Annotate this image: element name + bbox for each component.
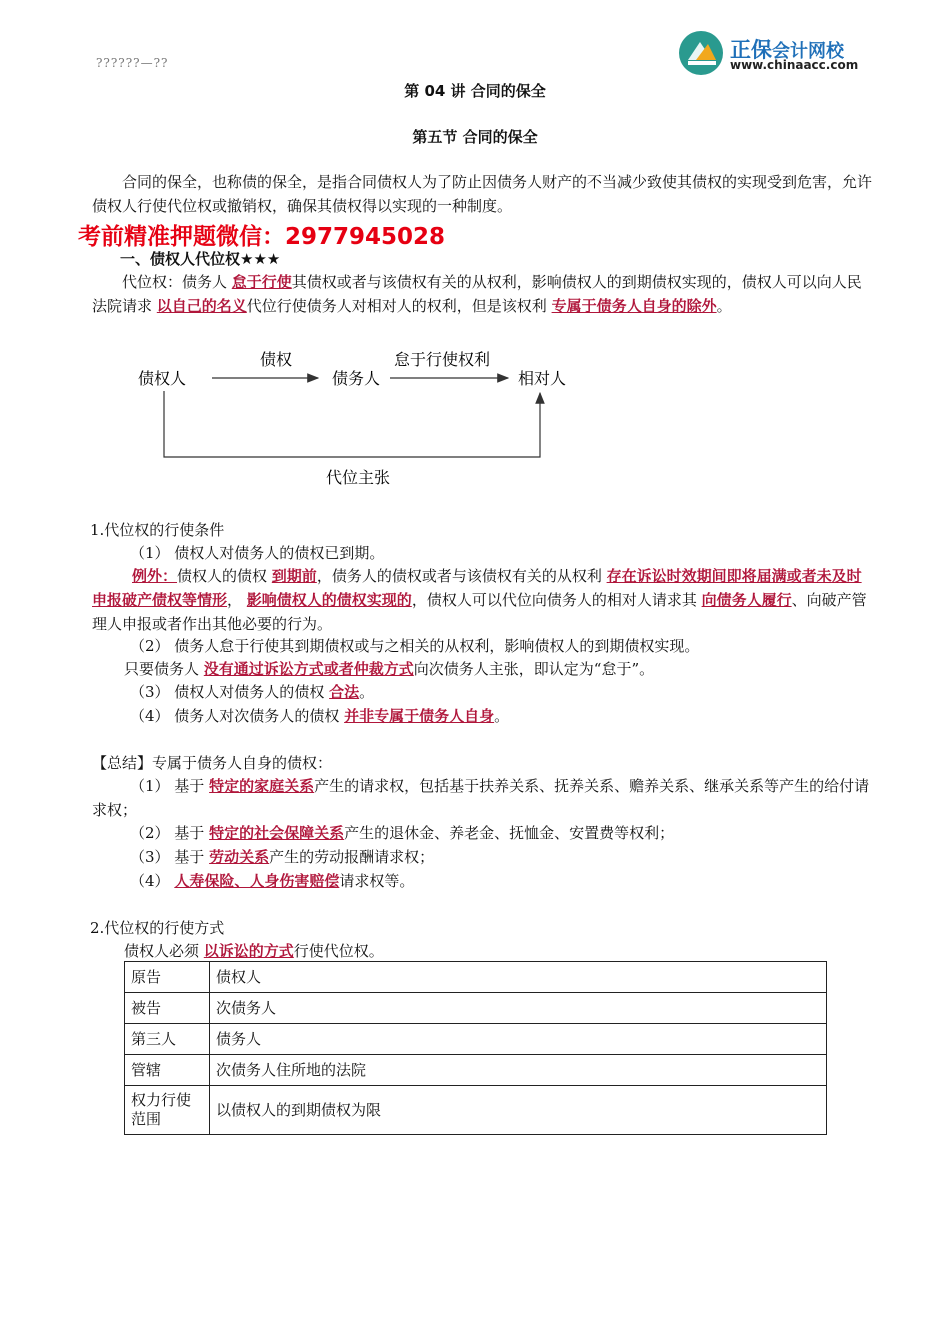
exception-text-2: ，债务人的债权或者与该债权有关的从权利	[316, 567, 607, 585]
summary-item-2	[130, 821, 870, 845]
exception-text-4: ，债权人可以代位向债务人的相对人请求其	[411, 591, 702, 609]
exception-highlight-2: 存在诉讼时效期间即将届满或者未及时申报破产债权等情形	[92, 567, 862, 609]
table-value: 债权人	[210, 962, 827, 993]
table-row	[125, 962, 827, 993]
def-highlight-1: 怠于行使	[231, 273, 292, 291]
subrogation-diagram	[120, 345, 600, 495]
summary-1-text: （1） 基于	[130, 777, 210, 795]
summary-1-highlight: 特定的家庭关系	[209, 777, 315, 795]
def-text-2: 其债权或者与该债权有关的从权利，影响债权人的到期债权实现的，债权人可以向人民法院请求	[92, 273, 862, 315]
condition-3-highlight: 合法	[329, 683, 360, 701]
condition-4-highlight: 并非专属于债务人自身	[344, 707, 495, 725]
def-highlight-3: 专属于债务人自身的除外	[551, 297, 717, 315]
exception-highlight-3: 影响债权人的债权实现的	[246, 591, 412, 609]
condition-2-note-text-1: 只要债务人	[124, 660, 204, 678]
def-highlight-2: 以自己的名义	[156, 297, 247, 315]
condition-3	[130, 680, 870, 704]
section-title: 第五节 合同的保全	[412, 128, 538, 146]
condition-4-end: 。	[494, 707, 510, 725]
method-line	[124, 939, 870, 963]
summary-2-end: 产生的退休金、养老金、抚恤金、安置费等权利；	[344, 824, 675, 842]
exception-highlight-4: 向债务人履行	[701, 591, 792, 609]
logo-brand-sub: 会计网校	[772, 41, 844, 62]
table-value: 次债务人住所地的法院	[210, 1055, 827, 1086]
summary-2-highlight: 特定的社会保障关系	[209, 824, 345, 842]
method-end: 行使代位权。	[293, 942, 384, 960]
summary-item-4	[130, 869, 870, 893]
table-row	[125, 1086, 827, 1135]
node-creditor: 债权人	[138, 369, 187, 388]
method-highlight: 以诉讼的方式	[203, 942, 294, 960]
method-text: 债权人必须	[124, 942, 204, 960]
table-key: 权力行使范围	[125, 1086, 210, 1135]
node-debtor: 债务人	[332, 369, 381, 388]
table-row	[125, 1024, 827, 1055]
intro-paragraph: 合同的保全，也称债的保全，是指合同债权人为了防止因债务人财产的不当减少致使其债权的实现受到危害，允许债权人行使代位权或撤销权，确保其债权得以实现的一种制度。	[92, 173, 873, 215]
summary-item-3	[130, 845, 870, 869]
summary-1-end: 产生的请求权，包括基于扶养关系、抚养关系、赡养关系、继承关系等产生的给付请求权；	[92, 777, 870, 819]
logo-circle-icon	[678, 30, 724, 76]
table-value: 次债务人	[210, 993, 827, 1024]
condition-4	[130, 704, 870, 728]
label-subrogation-claim: 代位主张	[326, 468, 391, 487]
summary-title: 【总结】专属于债务人自身的债权：	[92, 754, 333, 772]
condition-2-note	[124, 657, 870, 681]
condition-4-text: （4） 债务人对次债务人的债权	[130, 707, 345, 725]
lecture-title: 第 04 讲 合同的保全	[404, 82, 546, 100]
header-faded-text: ??????—??	[96, 56, 169, 70]
logo-brand-main: 正保	[730, 38, 772, 62]
exception-label: 例外：	[132, 567, 178, 585]
summary-3-highlight: 劳动关系	[209, 848, 270, 866]
table-row	[125, 1055, 827, 1086]
exception-text-1: 债权人的债权	[177, 567, 272, 585]
table-key: 第三人	[125, 1024, 210, 1055]
subrogation-lawsuit-table	[124, 961, 827, 1135]
exception-paragraph	[92, 564, 872, 636]
condition-3-text: （3） 债权人对债务人的债权	[130, 683, 330, 701]
logo-url: www.chinaacc.com	[730, 58, 859, 72]
def-text-4: 。	[716, 297, 732, 315]
summary-3-text: （3） 基于	[130, 848, 210, 866]
summary-4-text: （4）	[130, 872, 175, 890]
arrow-subrogation-claim	[164, 391, 540, 457]
exception-text-5: 、向破产管理人申报或者作出其他必要的行为。	[92, 591, 867, 633]
label-neglect: 怠于行使权利	[394, 350, 491, 369]
condition-2-note-highlight: 没有通过诉讼方式或者仲裁方式	[203, 660, 414, 678]
exception-text-3: ，	[227, 591, 247, 609]
condition-2-note-text-2: 向次债务人主张，即认定为“怠于”。	[413, 660, 655, 678]
def-text-1: 代位权：债务人	[122, 273, 232, 291]
summary-item-1	[92, 774, 872, 822]
conditions-title: 1.代位权的行使条件	[90, 521, 225, 539]
summary-4-highlight: 人寿保险、人身伤害赔偿	[174, 872, 340, 890]
table-key: 管辖	[125, 1055, 210, 1086]
def-text-3: 代位行使债务人对相对人的权利，但是该权利	[246, 297, 552, 315]
condition-2: （2） 债务人怠于行使其到期债权或与之相关的从权利，影响债权人的到期债权实现。	[130, 637, 700, 655]
table-key: 被告	[125, 993, 210, 1024]
table-value: 以债权人的到期债权为限	[210, 1086, 827, 1135]
summary-3-end: 产生的劳动报酬请求权；	[269, 848, 435, 866]
exception-highlight-1: 到期前	[271, 567, 317, 585]
promo-banner: 考前精准押题微信：2977945028	[78, 224, 446, 250]
method-title: 2.代位权的行使方式	[90, 919, 225, 937]
condition-3-end: 。	[359, 683, 375, 701]
condition-1: （1） 债权人对债务人的债权已到期。	[130, 544, 385, 562]
node-counterparty: 相对人	[518, 369, 567, 388]
label-claim: 债权	[260, 350, 293, 369]
logo	[678, 30, 868, 80]
definition-paragraph	[92, 270, 872, 318]
table-row	[125, 993, 827, 1024]
table-value: 债务人	[210, 1024, 827, 1055]
table-key: 原告	[125, 962, 210, 993]
heading-subrogation: 一、债权人代位权★★★	[120, 250, 281, 268]
summary-2-text: （2） 基于	[130, 824, 210, 842]
summary-4-end: 请求权等。	[339, 872, 415, 890]
